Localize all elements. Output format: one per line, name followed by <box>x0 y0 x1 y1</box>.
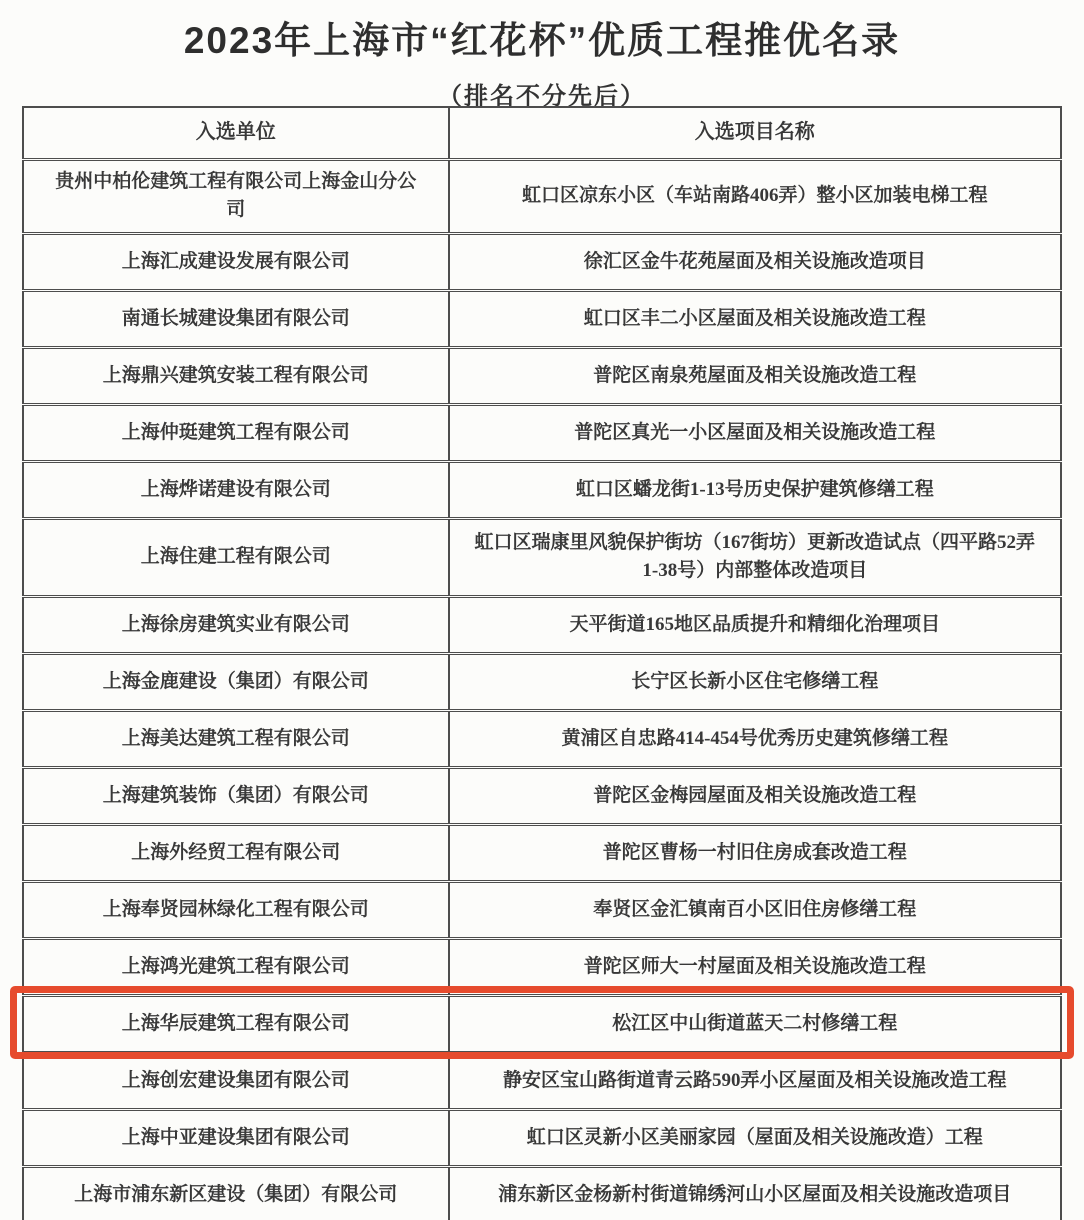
unit-cell: 上海市浦东新区建设（集团）有限公司 <box>23 1166 449 1220</box>
project-cell: 普陀区曹杨一村旧住房成套改造工程 <box>449 824 1061 881</box>
unit-cell: 上海汇成建设发展有限公司 <box>23 233 449 290</box>
project-cell: 普陀区真光一小区屋面及相关设施改造工程 <box>449 404 1061 461</box>
unit-cell: 上海烨诺建设有限公司 <box>23 461 449 518</box>
project-cell: 虹口区瑞康里风貌保护街坊（167街坊）更新改造试点（四平路52弄1-38号）内部整体改造项目 <box>449 518 1061 596</box>
table-row <box>23 518 1061 596</box>
project-cell: 普陀区师大一村屋面及相关设施改造工程 <box>449 938 1061 995</box>
unit-cell: 上海鼎兴建筑安装工程有限公司 <box>23 347 449 404</box>
table-row <box>23 290 1061 347</box>
unit-cell: 上海金鹿建设（集团）有限公司 <box>23 653 449 710</box>
header-unit: 入选单位 <box>23 107 449 159</box>
unit-cell: 上海美达建筑工程有限公司 <box>23 710 449 767</box>
table-row <box>23 347 1061 404</box>
unit-cell: 上海建筑装饰（集团）有限公司 <box>23 767 449 824</box>
project-cell: 普陀区南泉苑屋面及相关设施改造工程 <box>449 347 1061 404</box>
table-row <box>23 767 1061 824</box>
table-row <box>23 881 1061 938</box>
table-row <box>23 233 1061 290</box>
unit-cell: 上海鸿光建筑工程有限公司 <box>23 938 449 995</box>
unit-cell: 上海徐房建筑实业有限公司 <box>23 596 449 653</box>
table-row <box>23 938 1061 995</box>
project-cell: 黄浦区自忠路414-454号优秀历史建筑修缮工程 <box>449 710 1061 767</box>
award-table <box>22 106 1062 1220</box>
unit-cell: 上海奉贤园林绿化工程有限公司 <box>23 881 449 938</box>
award-table-wrapper <box>22 106 1062 1220</box>
document-subtitle: （排名不分先后） <box>438 83 646 110</box>
project-cell: 长宁区长新小区住宅修缮工程 <box>449 653 1061 710</box>
table-row <box>23 159 1061 233</box>
project-cell: 普陀区金梅园屋面及相关设施改造工程 <box>449 767 1061 824</box>
unit-cell: 南通长城建设集团有限公司 <box>23 290 449 347</box>
project-cell: 虹口区凉东小区（车站南路406弄）整小区加装电梯工程 <box>449 159 1061 233</box>
table-row <box>23 653 1061 710</box>
table-row <box>23 1109 1061 1166</box>
header-row <box>23 107 1061 159</box>
project-cell: 虹口区丰二小区屋面及相关设施改造工程 <box>449 290 1061 347</box>
unit-cell: 上海仲珽建筑工程有限公司 <box>23 404 449 461</box>
table-row <box>23 1166 1061 1220</box>
project-cell: 虹口区灵新小区美丽家园（屋面及相关设施改造）工程 <box>449 1109 1061 1166</box>
project-cell: 松江区中山街道蓝天二村修缮工程 <box>449 995 1061 1052</box>
project-cell: 奉贤区金汇镇南百小区旧住房修缮工程 <box>449 881 1061 938</box>
table-row <box>23 404 1061 461</box>
header-project: 入选项目名称 <box>449 107 1061 159</box>
unit-cell: 上海住建工程有限公司 <box>23 518 449 596</box>
table-row <box>23 461 1061 518</box>
table-row <box>23 596 1061 653</box>
project-cell: 虹口区蟠龙街1-13号历史保护建筑修缮工程 <box>449 461 1061 518</box>
project-cell: 天平街道165地区品质提升和精细化治理项目 <box>449 596 1061 653</box>
unit-cell: 上海华辰建筑工程有限公司 <box>23 995 449 1052</box>
project-cell: 徐汇区金牛花苑屋面及相关设施改造项目 <box>449 233 1061 290</box>
table-row <box>23 824 1061 881</box>
project-cell: 静安区宝山路街道青云路590弄小区屋面及相关设施改造工程 <box>449 1052 1061 1109</box>
document-title: 2023年上海市“红花杯”优质工程推优名录 <box>183 20 901 61</box>
table-row <box>23 710 1061 767</box>
project-cell: 浦东新区金杨新村街道锦绣河山小区屋面及相关设施改造项目 <box>449 1166 1061 1220</box>
unit-cell: 贵州中柏伦建筑工程有限公司上海金山分公司 <box>23 159 449 233</box>
table-row <box>23 1052 1061 1109</box>
unit-cell: 上海创宏建设集团有限公司 <box>23 1052 449 1109</box>
unit-cell: 上海中亚建设集团有限公司 <box>23 1109 449 1166</box>
table-row <box>23 995 1061 1052</box>
unit-cell: 上海外经贸工程有限公司 <box>23 824 449 881</box>
